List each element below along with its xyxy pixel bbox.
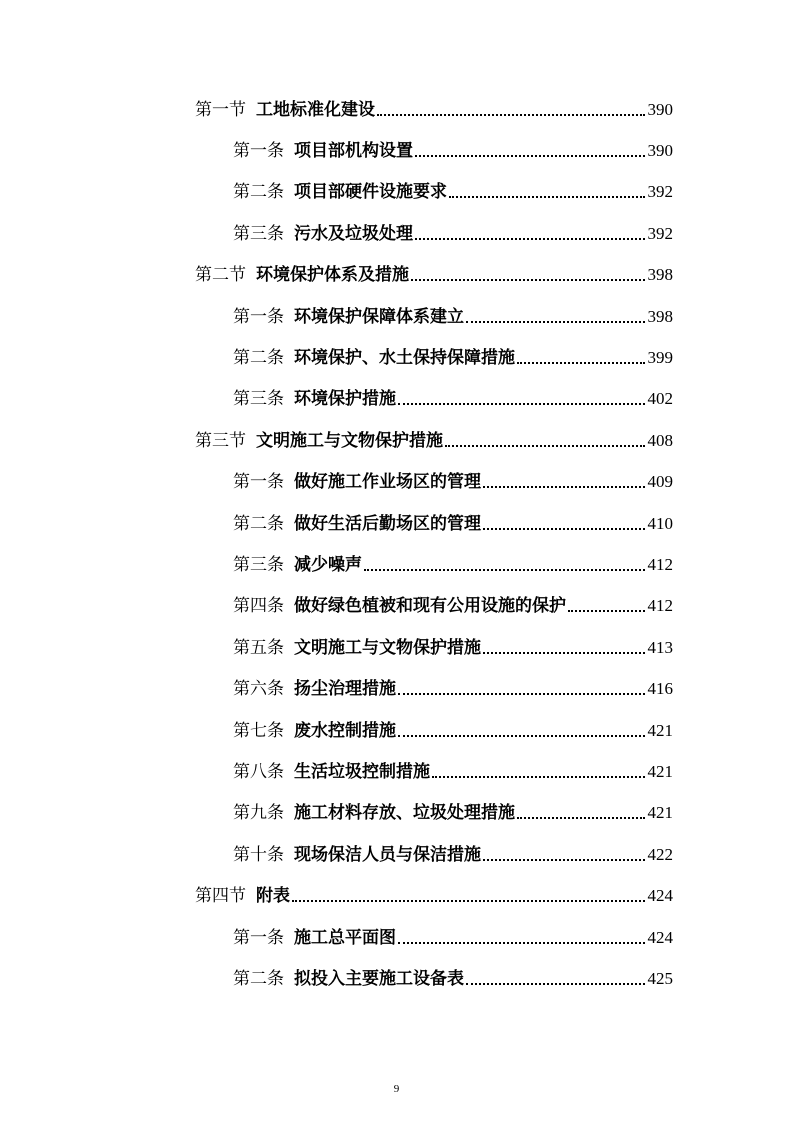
dot-leader xyxy=(483,859,645,861)
dot-leader xyxy=(398,403,645,405)
toc-entry-page: 398 xyxy=(647,306,673,326)
dot-leader xyxy=(398,942,645,944)
toc-entry-page: 390 xyxy=(647,99,673,119)
toc-entry-title: 做好施工作业场区的管理 xyxy=(294,472,481,493)
toc-entry-number: 第一条 xyxy=(233,306,284,327)
toc-entry[interactable] xyxy=(0,751,793,792)
toc-entry[interactable] xyxy=(0,213,793,254)
toc-entry[interactable] xyxy=(0,503,793,544)
dot-leader xyxy=(483,528,645,530)
toc-entry[interactable] xyxy=(0,462,793,503)
toc-entry[interactable] xyxy=(0,834,793,875)
toc-entry-title: 生活垃圾控制措施 xyxy=(294,761,430,782)
toc-entry-page: 390 xyxy=(647,141,673,161)
toc-entry-number: 第一条 xyxy=(233,472,284,493)
toc-entry-title: 环境保护、水土保持保障措施 xyxy=(294,348,515,369)
toc-entry-number: 第七条 xyxy=(233,720,284,741)
toc-entry-page: 424 xyxy=(647,886,673,906)
toc-entry-number: 第二条 xyxy=(233,348,284,369)
toc-entry-title: 做好绿色植被和现有公用设施的保护 xyxy=(294,596,566,617)
dot-leader xyxy=(415,238,645,240)
toc-entry-number: 第九条 xyxy=(233,803,284,824)
toc-entry-title: 工地标准化建设 xyxy=(256,99,375,120)
toc-entry-page: 392 xyxy=(647,182,673,202)
toc-entry-title: 环境保护体系及措施 xyxy=(256,265,409,286)
toc-entry[interactable] xyxy=(0,130,793,171)
toc-entry-page: 409 xyxy=(647,472,673,492)
toc-entry[interactable] xyxy=(0,958,793,999)
dot-leader xyxy=(398,735,645,737)
toc-entry-page: 410 xyxy=(647,513,673,533)
dot-leader xyxy=(377,114,645,116)
toc-entry-title: 文明施工与文物保护措施 xyxy=(256,430,443,451)
toc-entry-page: 412 xyxy=(647,554,673,574)
toc-entry-title: 废水控制措施 xyxy=(294,720,396,741)
toc-entry-number: 第五条 xyxy=(233,637,284,658)
toc-entry[interactable] xyxy=(0,172,793,213)
toc-entry-title: 附表 xyxy=(256,886,290,907)
toc-entry-number: 第四条 xyxy=(233,596,284,617)
toc-entry-number: 第一节 xyxy=(195,99,246,120)
toc-entry-title: 环境保护措施 xyxy=(294,389,396,410)
table-of-contents xyxy=(0,89,793,1000)
toc-entry[interactable] xyxy=(0,89,793,130)
toc-entry[interactable] xyxy=(0,917,793,958)
toc-entry-title: 项目部机构设置 xyxy=(294,141,413,162)
toc-entry-title: 文明施工与文物保护措施 xyxy=(294,637,481,658)
toc-entry-title: 扬尘治理措施 xyxy=(294,679,396,700)
toc-entry-number: 第一条 xyxy=(233,927,284,948)
toc-entry-title: 污水及垃圾处理 xyxy=(294,223,413,244)
dot-leader xyxy=(517,817,645,819)
toc-entry-number: 第四节 xyxy=(195,886,246,907)
toc-entry-page: 412 xyxy=(647,596,673,616)
toc-entry-number: 第六条 xyxy=(233,679,284,700)
toc-entry-number: 第三节 xyxy=(195,430,246,451)
toc-entry[interactable] xyxy=(0,255,793,296)
toc-entry-title: 施工材料存放、垃圾处理措施 xyxy=(294,803,515,824)
toc-entry-page: 398 xyxy=(647,265,673,285)
toc-entry-number: 第三条 xyxy=(233,554,284,575)
toc-entry-title: 环境保护保障体系建立 xyxy=(294,306,464,327)
dot-leader xyxy=(432,776,645,778)
dot-leader xyxy=(568,610,645,612)
toc-entry-number: 第二条 xyxy=(233,182,284,203)
toc-entry-number: 第二条 xyxy=(233,513,284,534)
toc-entry-title: 做好生活后勤场区的管理 xyxy=(294,513,481,534)
toc-entry-title: 拟投入主要施工设备表 xyxy=(294,968,464,989)
toc-entry[interactable] xyxy=(0,710,793,751)
dot-leader xyxy=(398,693,645,695)
dot-leader xyxy=(483,486,645,488)
dot-leader xyxy=(483,652,645,654)
toc-entry[interactable] xyxy=(0,379,793,420)
dot-leader xyxy=(445,445,645,447)
toc-entry-page: 402 xyxy=(647,389,673,409)
toc-entry-number: 第二节 xyxy=(195,265,246,286)
toc-entry-page: 424 xyxy=(647,927,673,947)
toc-entry[interactable] xyxy=(0,296,793,337)
toc-entry-title: 现场保洁人员与保洁措施 xyxy=(294,844,481,865)
toc-entry-page: 421 xyxy=(647,803,673,823)
dot-leader xyxy=(415,155,645,157)
dot-leader xyxy=(466,983,645,985)
toc-entry-page: 392 xyxy=(647,223,673,243)
dot-leader xyxy=(411,279,645,281)
toc-entry-page: 399 xyxy=(647,348,673,368)
toc-entry-title: 施工总平面图 xyxy=(294,927,396,948)
toc-entry-number: 第三条 xyxy=(233,389,284,410)
toc-entry-page: 421 xyxy=(647,761,673,781)
toc-entry-page: 421 xyxy=(647,720,673,740)
toc-entry-title: 减少噪声 xyxy=(294,554,362,575)
dot-leader xyxy=(517,362,645,364)
toc-entry-title: 项目部硬件设施要求 xyxy=(294,182,447,203)
toc-entry[interactable] xyxy=(0,668,793,709)
page-number: 9 xyxy=(393,1083,400,1095)
toc-entry-page: 416 xyxy=(647,679,673,699)
toc-entry-number: 第八条 xyxy=(233,761,284,782)
toc-entry-page: 408 xyxy=(647,430,673,450)
toc-entry[interactable] xyxy=(0,793,793,834)
toc-entry[interactable] xyxy=(0,337,793,378)
toc-entry[interactable] xyxy=(0,627,793,668)
toc-entry-number: 第一条 xyxy=(233,141,284,162)
toc-entry-number: 第二条 xyxy=(233,968,284,989)
toc-entry-number: 第十条 xyxy=(233,844,284,865)
toc-entry-page: 422 xyxy=(647,844,673,864)
toc-entry-number: 第三条 xyxy=(233,223,284,244)
toc-entry-page: 425 xyxy=(647,968,673,988)
toc-entry[interactable] xyxy=(0,544,793,585)
toc-entry[interactable] xyxy=(0,875,793,916)
toc-entry[interactable] xyxy=(0,586,793,627)
toc-entry[interactable] xyxy=(0,420,793,461)
toc-entry-page: 413 xyxy=(647,637,673,657)
dot-leader xyxy=(466,321,645,323)
dot-leader xyxy=(292,900,645,902)
dot-leader xyxy=(449,196,645,198)
dot-leader xyxy=(364,569,645,571)
